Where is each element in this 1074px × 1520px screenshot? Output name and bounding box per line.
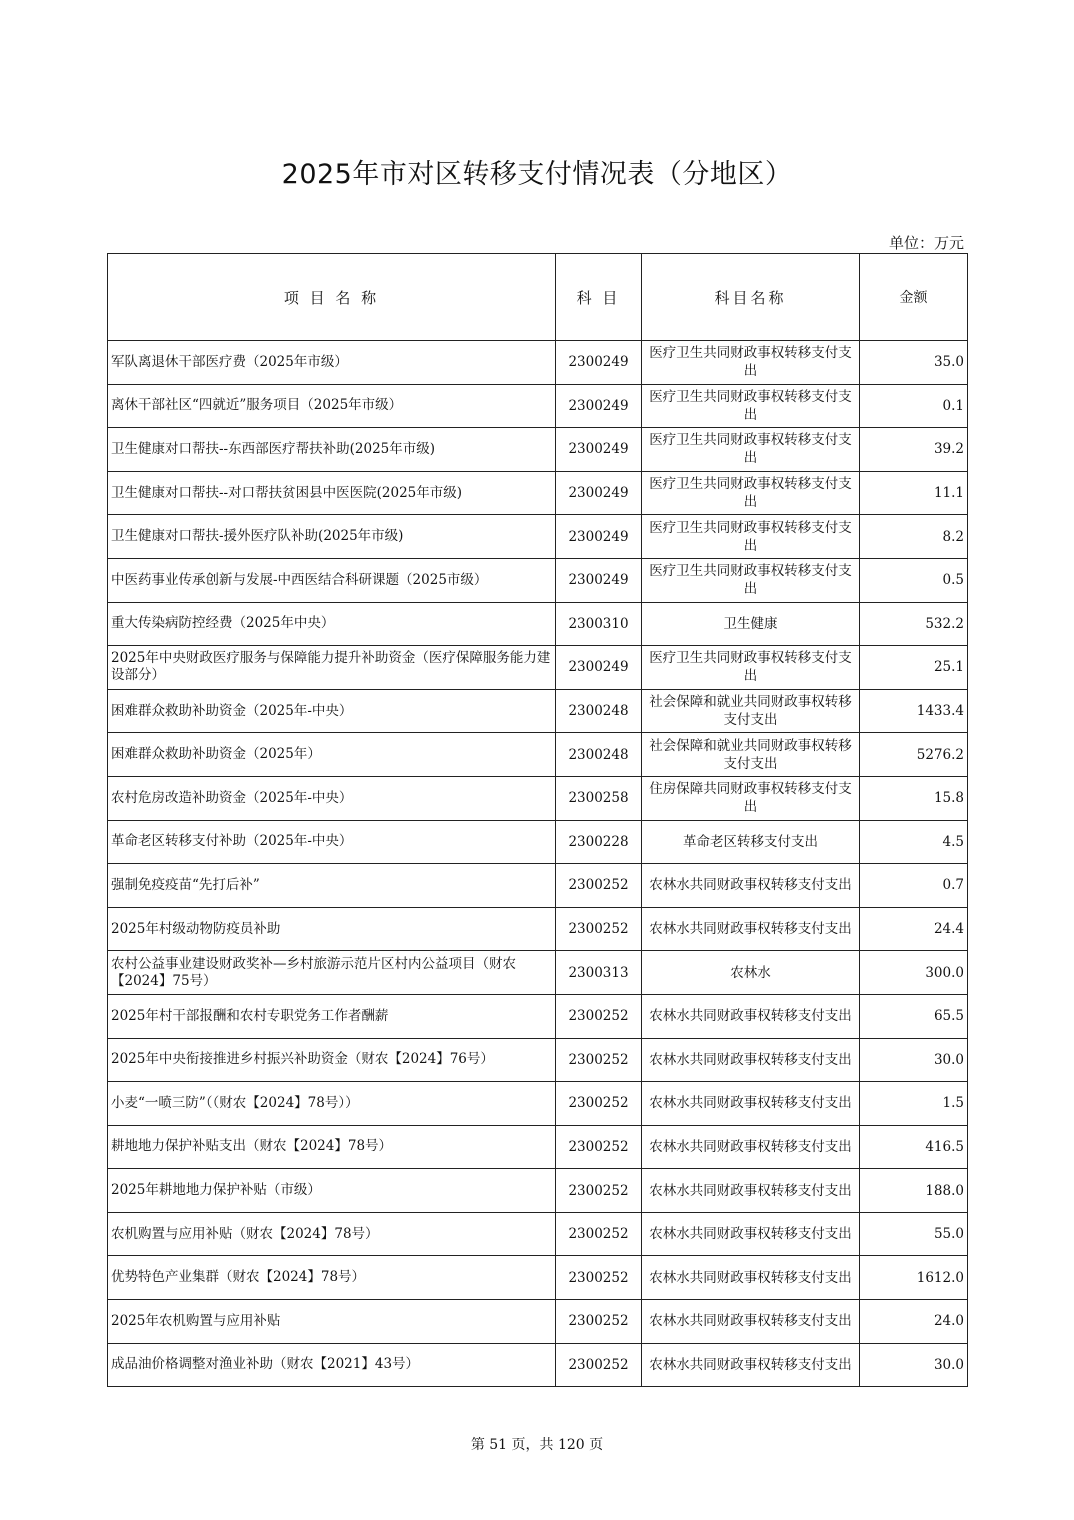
table-row bbox=[108, 1300, 968, 1344]
subject-name-cell: 医疗卫生共同财政事权转移支付支出 bbox=[642, 384, 860, 428]
subject-code-cell: 2300252 bbox=[556, 1169, 642, 1213]
amount-cell: 416.5 bbox=[860, 1125, 968, 1169]
project-name-cell: 军队离退休干部医疗费（2025年市级） bbox=[108, 341, 556, 385]
subject-name-cell: 医疗卫生共同财政事权转移支付支出 bbox=[642, 428, 860, 472]
table-row bbox=[108, 994, 968, 1038]
subject-name-cell: 医疗卫生共同财政事权转移支付支出 bbox=[642, 341, 860, 385]
project-name-cell: 离休干部社区“四就近”服务项目（2025年市级） bbox=[108, 384, 556, 428]
subject-name-cell: 社会保障和就业共同财政事权转移支付支出 bbox=[642, 733, 860, 777]
subject-code-cell: 2300252 bbox=[556, 1082, 642, 1126]
unit-label: 单位：万元 bbox=[888, 234, 964, 252]
table-row bbox=[108, 384, 968, 428]
table-row bbox=[108, 907, 968, 951]
project-name-cell: 成品油价格调整对渔业补助（财农【2021】43号） bbox=[108, 1343, 556, 1387]
subject-name-cell: 农林水共同财政事权转移支付支出 bbox=[642, 1256, 860, 1300]
amount-cell: 1433.4 bbox=[860, 689, 968, 733]
table-row bbox=[108, 1125, 968, 1169]
project-name-cell: 农机购置与应用补贴（财农【2024】78号） bbox=[108, 1212, 556, 1256]
project-name-cell: 耕地地力保护补贴支出（财农【2024】78号） bbox=[108, 1125, 556, 1169]
project-name-cell: 2025年农机购置与应用补贴 bbox=[108, 1300, 556, 1344]
table-row bbox=[108, 1169, 968, 1213]
header-project-name: 项 目 名 称 bbox=[108, 254, 556, 341]
subject-name-cell: 医疗卫生共同财政事权转移支付支出 bbox=[642, 515, 860, 559]
subject-code-cell: 2300252 bbox=[556, 1038, 642, 1082]
table-row bbox=[108, 428, 968, 472]
project-name-cell: 小麦“一喷三防”（（财农【2024】78号）） bbox=[108, 1082, 556, 1126]
subject-name-cell: 农林水 bbox=[642, 951, 860, 995]
subject-code-cell: 2300228 bbox=[556, 820, 642, 864]
header-subject-code: 科 目 bbox=[556, 254, 642, 341]
subject-name-cell: 农林水共同财政事权转移支付支出 bbox=[642, 1038, 860, 1082]
amount-cell: 15.8 bbox=[860, 776, 968, 820]
table-header-row bbox=[108, 254, 968, 341]
table-row bbox=[108, 864, 968, 908]
subject-code-cell: 2300313 bbox=[556, 951, 642, 995]
amount-cell: 35.0 bbox=[860, 341, 968, 385]
project-name-cell: 革命老区转移支付补助（2025年-中央） bbox=[108, 820, 556, 864]
subject-name-cell: 农林水共同财政事权转移支付支出 bbox=[642, 1125, 860, 1169]
table-row bbox=[108, 558, 968, 602]
amount-cell: 39.2 bbox=[860, 428, 968, 472]
amount-cell: 1612.0 bbox=[860, 1256, 968, 1300]
project-name-cell: 优势特色产业集群（财农【2024】78号） bbox=[108, 1256, 556, 1300]
table-row bbox=[108, 951, 968, 995]
amount-cell: 24.4 bbox=[860, 907, 968, 951]
project-name-cell: 强制免疫疫苗“先打后补” bbox=[108, 864, 556, 908]
subject-code-cell: 2300252 bbox=[556, 864, 642, 908]
amount-cell: 30.0 bbox=[860, 1038, 968, 1082]
project-name-cell: 农村危房改造补助资金（2025年-中央） bbox=[108, 776, 556, 820]
page-number: 第 51 页，共 120 页 bbox=[470, 1437, 604, 1453]
subject-code-cell: 2300252 bbox=[556, 1256, 642, 1300]
subject-name-cell: 农林水共同财政事权转移支付支出 bbox=[642, 1212, 860, 1256]
table-row bbox=[108, 646, 968, 690]
project-name-cell: 中医药事业传承创新与发展-中西医结合科研课题（2025市级） bbox=[108, 558, 556, 602]
subject-name-cell: 住房保障共同财政事权转移支付支出 bbox=[642, 776, 860, 820]
project-name-cell: 2025年村级动物防疫员补助 bbox=[108, 907, 556, 951]
subject-name-cell: 农林水共同财政事权转移支付支出 bbox=[642, 1343, 860, 1387]
subject-code-cell: 2300310 bbox=[556, 602, 642, 646]
project-name-cell: 卫生健康对口帮扶-援外医疗队补助(2025年市级) bbox=[108, 515, 556, 559]
subject-code-cell: 2300248 bbox=[556, 733, 642, 777]
table-row bbox=[108, 1343, 968, 1387]
amount-cell: 30.0 bbox=[860, 1343, 968, 1387]
table-row bbox=[108, 1082, 968, 1126]
subject-code-cell: 2300252 bbox=[556, 1125, 642, 1169]
subject-code-cell: 2300249 bbox=[556, 384, 642, 428]
subject-code-cell: 2300249 bbox=[556, 646, 642, 690]
header-amount: 金额 bbox=[860, 254, 968, 341]
subject-code-cell: 2300249 bbox=[556, 428, 642, 472]
table-row bbox=[108, 602, 968, 646]
project-name-cell: 卫生健康对口帮扶--对口帮扶贫困县中医医院(2025年市级) bbox=[108, 471, 556, 515]
subject-code-cell: 2300252 bbox=[556, 1300, 642, 1344]
subject-name-cell: 卫生健康 bbox=[642, 602, 860, 646]
amount-cell: 1.5 bbox=[860, 1082, 968, 1126]
subject-code-cell: 2300258 bbox=[556, 776, 642, 820]
subject-name-cell: 革命老区转移支付支出 bbox=[642, 820, 860, 864]
amount-cell: 24.0 bbox=[860, 1300, 968, 1344]
amount-cell: 11.1 bbox=[860, 471, 968, 515]
amount-cell: 8.2 bbox=[860, 515, 968, 559]
subject-code-cell: 2300249 bbox=[556, 471, 642, 515]
transfer-payment-table bbox=[107, 253, 968, 1387]
table-row bbox=[108, 515, 968, 559]
subject-code-cell: 2300252 bbox=[556, 1212, 642, 1256]
table-row bbox=[108, 776, 968, 820]
amount-cell: 188.0 bbox=[860, 1169, 968, 1213]
subject-name-cell: 农林水共同财政事权转移支付支出 bbox=[642, 1082, 860, 1126]
project-name-cell: 2025年村干部报酬和农村专职党务工作者酬薪 bbox=[108, 994, 556, 1038]
table-row bbox=[108, 341, 968, 385]
project-name-cell: 农村公益事业建设财政奖补—乡村旅游示范片区村内公益项目（财农【2024】75号） bbox=[108, 951, 556, 995]
table-body bbox=[108, 341, 968, 1387]
subject-code-cell: 2300252 bbox=[556, 994, 642, 1038]
project-name-cell: 卫生健康对口帮扶--东西部医疗帮扶补助(2025年市级) bbox=[108, 428, 556, 472]
project-name-cell: 2025年耕地地力保护补贴（市级） bbox=[108, 1169, 556, 1213]
amount-cell: 0.5 bbox=[860, 558, 968, 602]
subject-code-cell: 2300249 bbox=[556, 515, 642, 559]
subject-name-cell: 医疗卫生共同财政事权转移支付支出 bbox=[642, 471, 860, 515]
project-name-cell: 2025年中央衔接推进乡村振兴补助资金（财农【2024】76号） bbox=[108, 1038, 556, 1082]
amount-cell: 0.1 bbox=[860, 384, 968, 428]
project-name-cell: 困难群众救助补助资金（2025年） bbox=[108, 733, 556, 777]
amount-cell: 532.2 bbox=[860, 602, 968, 646]
table-row bbox=[108, 1256, 968, 1300]
subject-code-cell: 2300252 bbox=[556, 907, 642, 951]
subject-name-cell: 农林水共同财政事权转移支付支出 bbox=[642, 1169, 860, 1213]
amount-cell: 300.0 bbox=[860, 951, 968, 995]
table-row bbox=[108, 1038, 968, 1082]
project-name-cell: 2025年中央财政医疗服务与保障能力提升补助资金（医疗保障服务能力建设部分） bbox=[108, 646, 556, 690]
table-row bbox=[108, 733, 968, 777]
subject-name-cell: 农林水共同财政事权转移支付支出 bbox=[642, 1300, 860, 1344]
amount-cell: 4.5 bbox=[860, 820, 968, 864]
subject-name-cell: 医疗卫生共同财政事权转移支付支出 bbox=[642, 558, 860, 602]
amount-cell: 55.0 bbox=[860, 1212, 968, 1256]
header-subject-name: 科目名称 bbox=[642, 254, 860, 341]
table-row bbox=[108, 820, 968, 864]
project-name-cell: 重大传染病防控经费（2025年中央） bbox=[108, 602, 556, 646]
subject-code-cell: 2300249 bbox=[556, 558, 642, 602]
subject-name-cell: 社会保障和就业共同财政事权转移支付支出 bbox=[642, 689, 860, 733]
subject-name-cell: 农林水共同财政事权转移支付支出 bbox=[642, 864, 860, 908]
table-row bbox=[108, 1212, 968, 1256]
amount-cell: 0.7 bbox=[860, 864, 968, 908]
amount-cell: 5276.2 bbox=[860, 733, 968, 777]
subject-name-cell: 农林水共同财政事权转移支付支出 bbox=[642, 994, 860, 1038]
subject-code-cell: 2300252 bbox=[556, 1343, 642, 1387]
subject-name-cell: 医疗卫生共同财政事权转移支付支出 bbox=[642, 646, 860, 690]
table-row bbox=[108, 471, 968, 515]
page-title: 2025年市对区转移支付情况表（分地区） bbox=[281, 159, 793, 190]
amount-cell: 65.5 bbox=[860, 994, 968, 1038]
table-row bbox=[108, 689, 968, 733]
subject-code-cell: 2300249 bbox=[556, 341, 642, 385]
subject-name-cell: 农林水共同财政事权转移支付支出 bbox=[642, 907, 860, 951]
project-name-cell: 困难群众救助补助资金（2025年-中央） bbox=[108, 689, 556, 733]
amount-cell: 25.1 bbox=[860, 646, 968, 690]
subject-code-cell: 2300248 bbox=[556, 689, 642, 733]
